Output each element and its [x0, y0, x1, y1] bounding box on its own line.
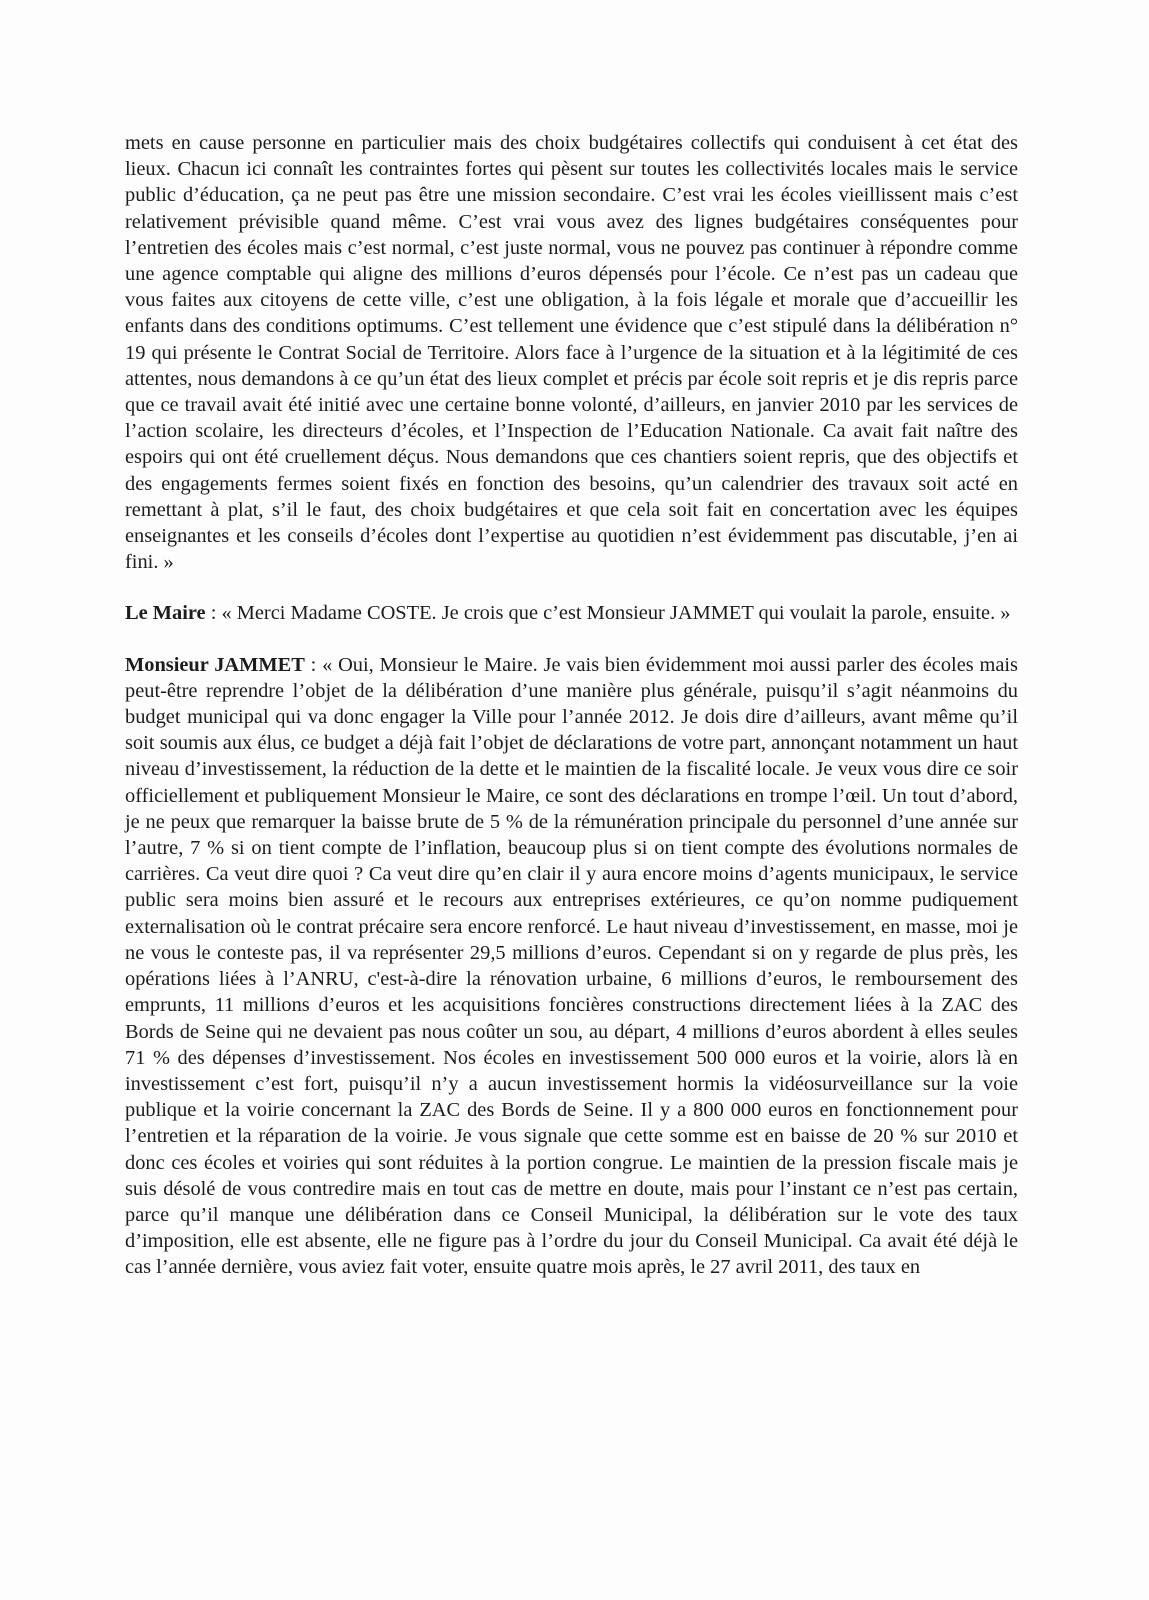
paragraph-le-maire — [125, 600, 1018, 626]
speaker-name: Monsieur JAMMET — [125, 653, 305, 676]
speaker-name: Le Maire — [125, 602, 206, 625]
document-body — [125, 130, 1018, 1281]
paragraph-text: : « Merci Madame COSTE. Je crois que c’est Monsieur JAMMET qui voulait la parole, ensuite. » — [205, 602, 1011, 625]
paragraph-text: : « Oui, Monsieur le Maire. Je vais bien évidemment moi aussi parler des écoles mais peut-être reprendre l’objet de la délibération d’une manière plus générale, puisqu’il s’agit néanmoins du budget municipal qui va donc engager la Ville pour l’année 2012. Je dois dire d’ailleurs, avant même qu’il soit soumis aux élus, ce budget a déjà fait l’objet de déclarations de votre part, annonçant notamment un haut niveau d’investissement, la réduction de la dette et le maintien de la fiscalité locale. Je veux vous dire ce soir officiellement et publiquement Monsieur le Maire, ce sont des déclarations en trompe l’œil. Un tout d’abord, je ne peux que remarquer la baisse brute de 5 % de la rémunération principale du personnel d’une année sur l’autre, 7 % si on tient compte de l’inflation, beaucoup plus si on tient compte des évolutions normales de carrières. Ca veut dire quoi ? Ca veut dire qu’en clair il y aura encore moins d’agents municipaux, le service public sera moins bien assuré et le recours aux entreprises extérieures, ce qu’on nomme pudiquement externalisation où le contrat précaire sera encore renforcé. Le haut niveau d’investissement, en masse, moi je ne vous le conteste pas, il va représenter 29,5 millions d’euros. Cependant si on y regarde de plus près, les opérations liées à l’ANRU, c'est-à-dire la rénovation urbaine, 6 millions d’euros, le remboursement des emprunts, 11 millions d’euros et les acquisitions foncières constructions directement liées à la ZAC des Bords de Seine qui ne devaient pas nous coûter un sou, au départ, 4 millions d’euros abordent à elles seules 71 % des dépenses d’investissement. Nos écoles en investissement 500 000 euros et la voirie, alors là en investissement c’est fort, puisqu’il n’y a aucun investissement hormis la vidéosurveillance sur la voie publique et la voirie concernant la ZAC des Bords de Seine. Il y a 800 000 euros en fonctionnement pour l’entretien et la réparation de la voirie. Je vous signale que cette somme est en baisse de 20 % sur 2010 et donc ces écoles et voiries qui sont réduites à la portion congrue. Le maintien de la pression fiscale mais je suis désolé de vous contredire mais en tout cas de mettre en doute, mais pour l’instant ce n’est pas certain, parce qu’il manque une délibération dans ce Conseil Municipal, la délibération sur le vote des taux d’imposition, elle est absente, elle ne figure pas à l’ordre du jour du Conseil Municipal. Ca avait été déjà le cas l’année dernière, vous aviez fait voter, ensuite quatre mois après, le 27 avril 2011, des taux en — [125, 653, 1018, 1279]
paragraph-continuation — [125, 130, 1018, 575]
paragraph-monsieur-jammet — [125, 652, 1018, 1281]
paragraph-text: mets en cause personne en particulier mais des choix budgétaires collectifs qui conduisent à cet état des lieux. Chacun ici connaît les contraintes fortes qui pèsent sur toutes les collectivités locales mais le service public d’éducation, ça ne peut pas être une mission secondaire. C’est vrai les écoles vieillissent mais c’est relativement prévisible quand même. C’est vrai vous avez des lignes budgétaires conséquentes pour l’entretien des écoles mais c’est normal, c’est juste normal, vous ne pouvez pas continuer à répondre comme une agence comptable qui aligne des millions d’euros dépensés pour l’école. Ce n’est pas un cadeau que vous faites aux citoyens de cette ville, c’est une obligation, à la fois légale et morale que d’accueillir les enfants dans des conditions optimums. C’est tellement une évidence que c’est stipulé dans la délibération n° 19 qui présente le Contrat Social de Territoire. Alors face à l’urgence de la situation et à la légitimité de ces attentes, nous demandons à ce qu’un état des lieux complet et précis par école soit repris et je dis repris parce que ce travail avait été initié avec une certaine bonne volonté, d’ailleurs, en janvier 2010 par les services de l’action scolaire, les directeurs d’écoles, et l’Inspection de l’Education Nationale. Ca avait fait naître des espoirs qui ont été cruellement déçus. Nous demandons que ces chantiers soient repris, que des objectifs et des engagements fermes soient fixés en fonction des besoins, qu’un calendrier des travaux soit acté en remettant à plat, s’il le faut, des choix budgétaires et que cela soit fait en concertation avec les équipes enseignantes et les conseils d’écoles dont l’expertise au quotidien n’est évidemment pas discutable, j’en ai fini. » — [125, 132, 1018, 574]
